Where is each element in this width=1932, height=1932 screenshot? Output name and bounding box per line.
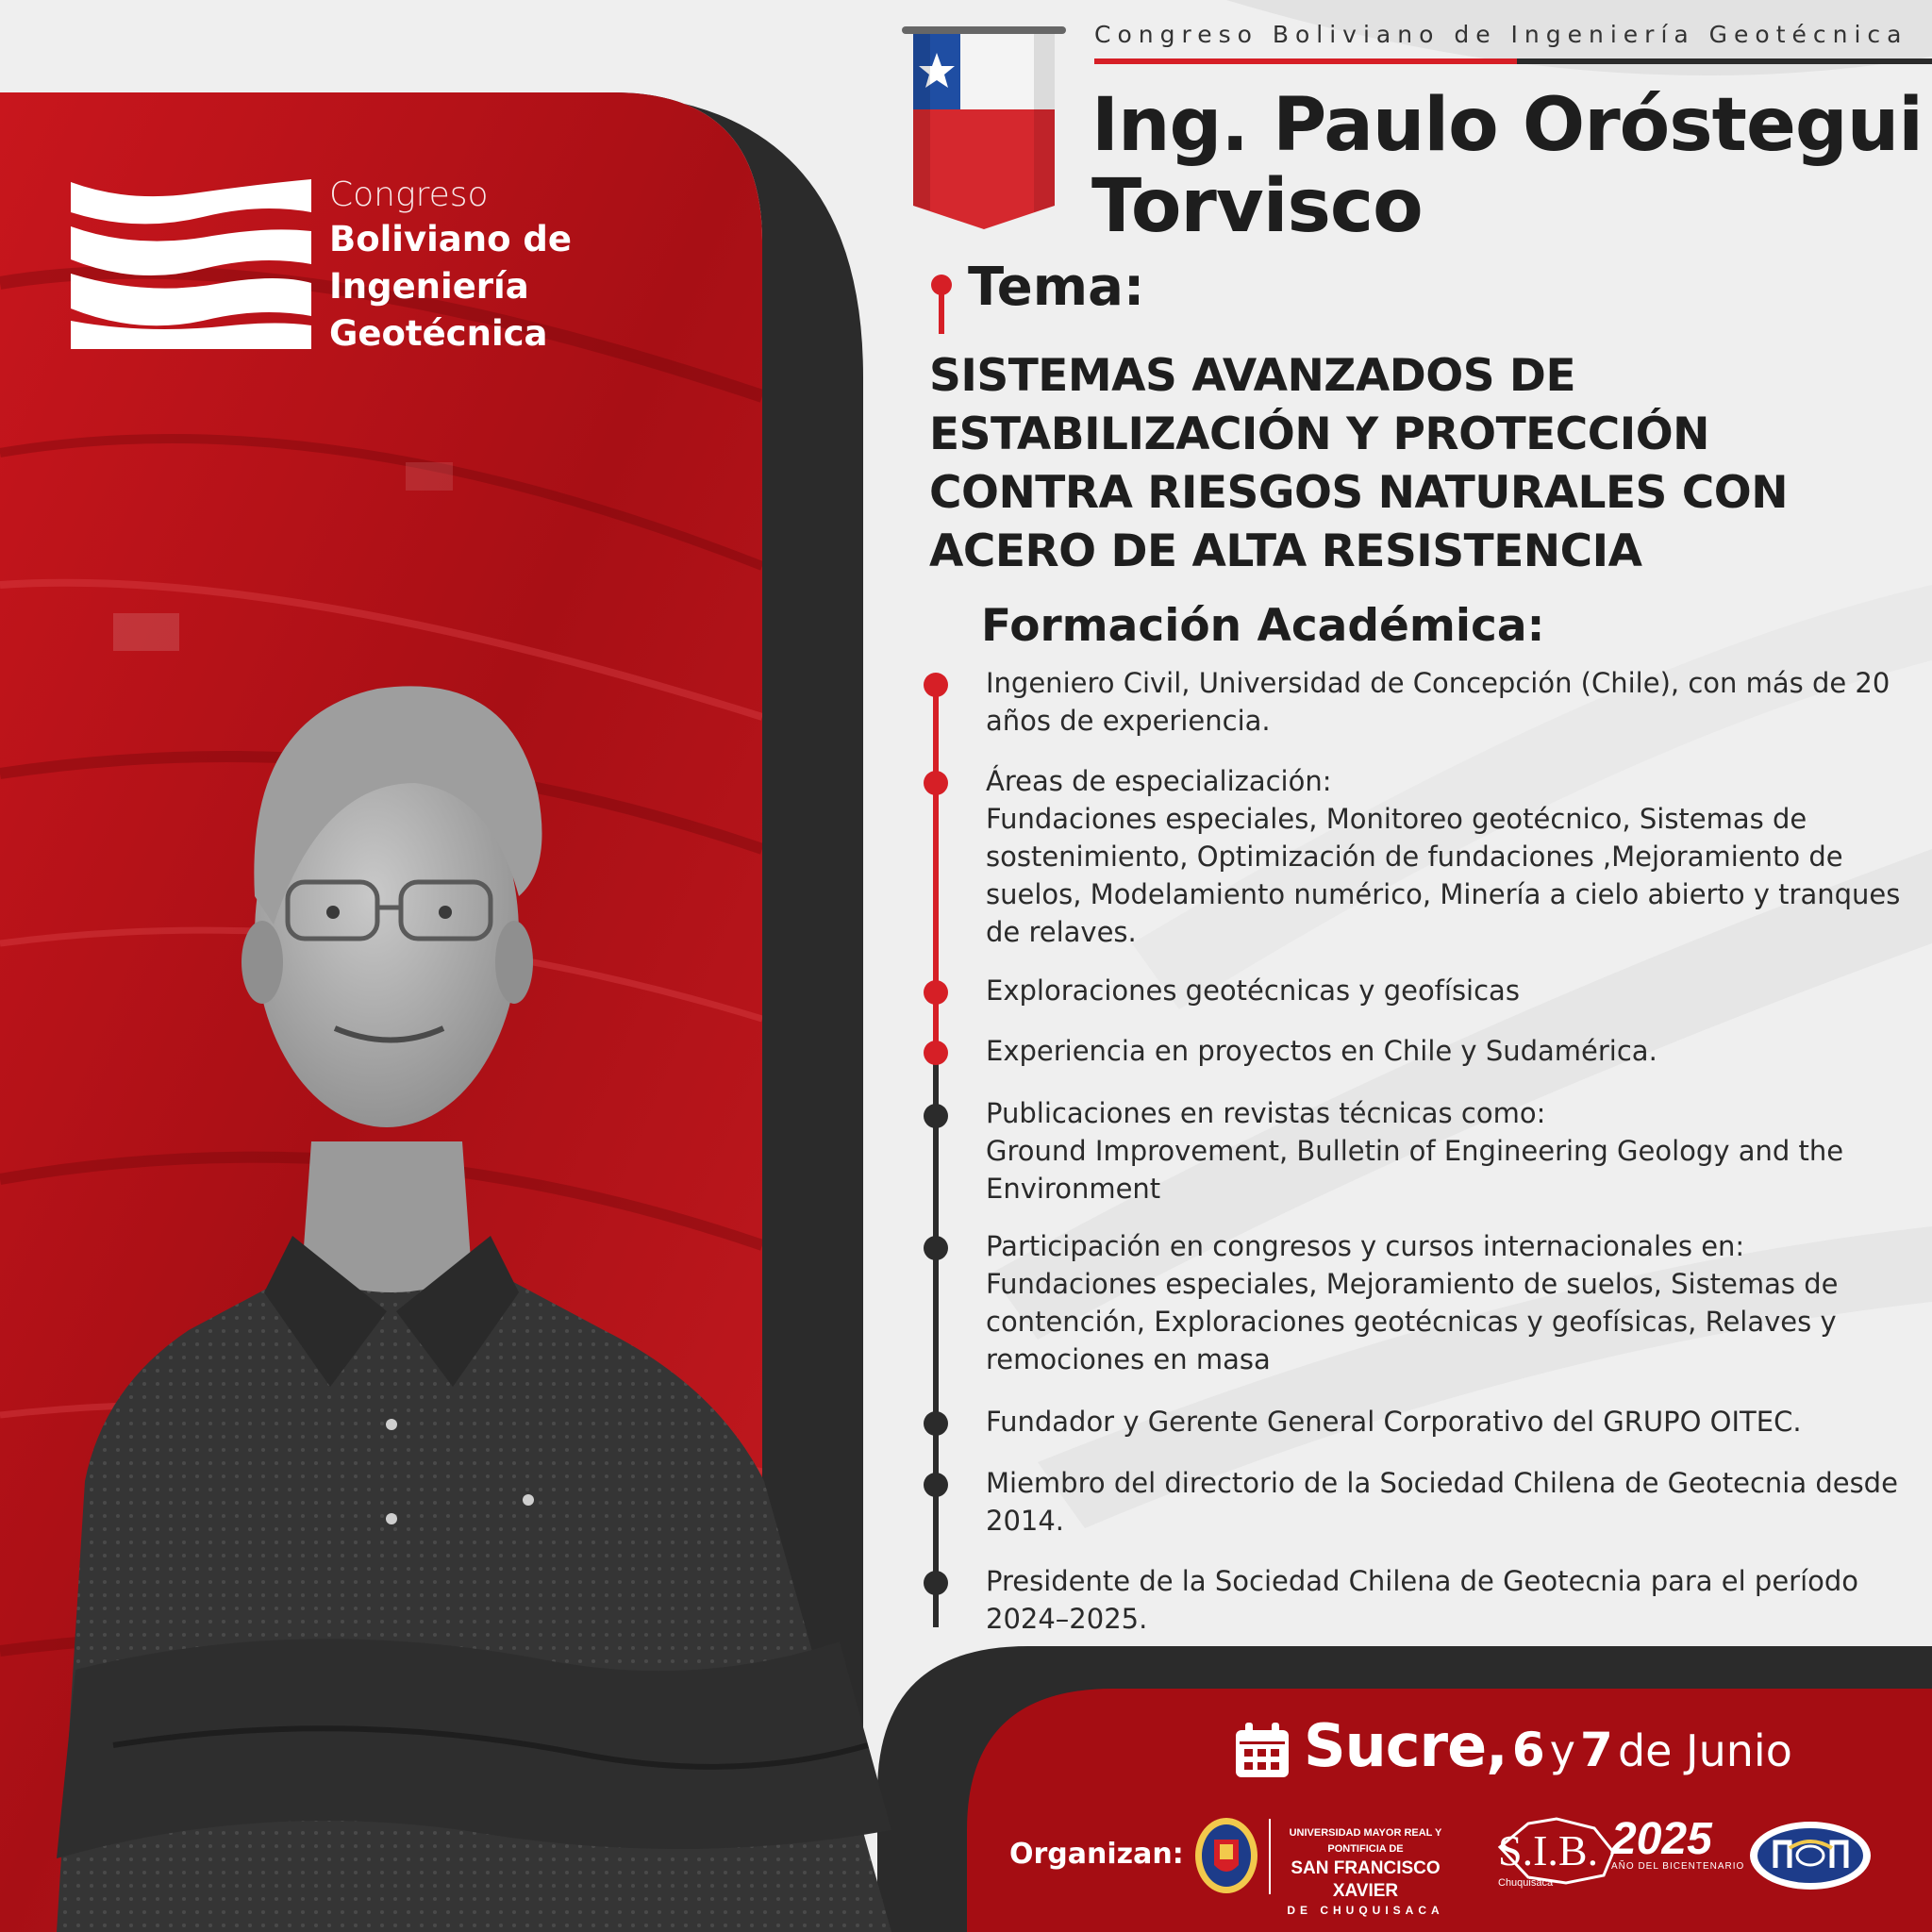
list-item	[986, 1094, 1906, 1208]
congress-logo-mark	[71, 175, 311, 349]
timeline-bullet	[924, 1104, 948, 1128]
logo-line-4: Geotécnica	[329, 313, 548, 354]
list-item-text: Experiencia en proyectos en Chile y Sudamérica.	[986, 1035, 1657, 1067]
list-item-text: Fundaciones especiales, Monitoreo geotécnico, Sistemas de sostenimiento, Optimización de fundaciones ,Mejoramiento de suelos, Modelamiento numérico, Minería a cielo abierto y tranques de relaves.	[986, 803, 1901, 948]
congress-logo-text	[329, 175, 572, 358]
list-item-text: Presidente de la Sociedad Chilena de Geotecnia para el período 2024–2025.	[986, 1565, 1859, 1635]
calendar-icon	[1236, 1723, 1289, 1777]
list-item-text: Fundaciones especiales, Mejoramiento de suelos, Sistemas de contención, Exploraciones geotécnicas y geofísicas, Relaves y remociones en masa	[986, 1268, 1839, 1375]
topic-text: SISTEMAS AVANZADOS DE ESTABILIZACIÓN Y PROTECCIÓN CONTRA RIESGOS NATURALES CON ACERO DE ALTA RESISTENCIA	[929, 350, 1789, 577]
speaker-name-line-2: Torvisco	[1091, 164, 1423, 249]
list-item-text: Ground Improvement, Bulletin of Engineering Geology and the Environment	[986, 1135, 1844, 1205]
university-seal	[1193, 1816, 1259, 1896]
list-item	[986, 1227, 1906, 1378]
list-item-text: Ingeniero Civil, Universidad de Concepción (Chile), con más de 20 años de experiencia.	[986, 667, 1890, 737]
congress-logo	[71, 175, 580, 354]
list-item-heading: Participación en congresos y cursos internacionales en:	[986, 1230, 1745, 1262]
list-item	[986, 1403, 1906, 1441]
event-city: Sucre,	[1304, 1711, 1507, 1780]
list-item-heading: Áreas de especialización:	[986, 765, 1332, 797]
logo-line-2: Boliviano de	[329, 219, 572, 259]
list-item-text: Fundador y Gerente General Corporativo del GRUPO OITEC.	[986, 1406, 1802, 1438]
timeline-bullet	[924, 673, 948, 697]
event-date-text	[1304, 1711, 1792, 1780]
sib-logo-text: S.I.B.	[1498, 1826, 1599, 1874]
top-organization-title: Congreso Boliviano de Ingeniería Geotécnica	[1094, 21, 1908, 48]
list-item-text: Miembro del directorio de la Sociedad Chilena de Geotecnia desde 2014.	[986, 1467, 1898, 1537]
logo-line-1: Congreso	[329, 175, 489, 214]
list-item-heading: Publicaciones en revistas técnicas como:	[986, 1097, 1546, 1129]
list-item	[986, 1562, 1906, 1638]
timeline-bullet	[924, 1236, 948, 1260]
sib-logo-subtitle: Chuquisaca	[1498, 1877, 1554, 1889]
faculty-logo	[1747, 1816, 1874, 1891]
academic-title: Formación Académica:	[981, 600, 1545, 652]
timeline-bullet	[924, 771, 948, 795]
university-line-2: SAN FRANCISCO XAVIER	[1291, 1858, 1441, 1901]
timeline-bullet	[924, 1041, 948, 1065]
event-day-2: 7	[1580, 1723, 1613, 1777]
timeline-line-dark	[933, 1057, 939, 1627]
speaker-photo	[19, 651, 896, 1932]
university-line-1: UNIVERSIDAD MAYOR REAL Y PONTIFICIA DE	[1289, 1827, 1442, 1855]
timeline-bullet	[924, 1571, 948, 1595]
topic-label: Tema:	[968, 257, 1145, 318]
logo-line-3: Ingeniería	[329, 266, 529, 307]
top-rule	[1094, 58, 1932, 64]
organizers-label: Organizan:	[1009, 1838, 1184, 1871]
speaker-name	[1091, 85, 1923, 247]
timeline-bullet	[924, 1411, 948, 1436]
event-day-1: 6	[1511, 1723, 1545, 1777]
chile-flag	[902, 26, 1066, 234]
university-line-3: DE CHUQUISACA	[1287, 1904, 1444, 1917]
university-name	[1278, 1825, 1453, 1919]
list-item	[986, 762, 1906, 951]
timeline-bullet	[924, 980, 948, 1005]
timeline-bullet	[924, 1473, 948, 1497]
list-item	[986, 1464, 1906, 1540]
bicentennial-subtitle: AÑO DEL BICENTENARIO	[1611, 1861, 1745, 1872]
event-month: de Junio	[1617, 1725, 1792, 1776]
location-pin-icon	[929, 274, 954, 334]
list-item-text: Exploraciones geotécnicas y geofísicas	[986, 974, 1520, 1007]
bicentennial-logo	[1611, 1813, 1744, 1872]
list-item	[986, 1032, 1906, 1070]
list-item	[986, 972, 1906, 1009]
university-divider	[1269, 1819, 1271, 1894]
speaker-name-line-1: Ing. Paulo Oróstegui	[1091, 83, 1923, 168]
bicentennial-year: 2025	[1611, 1814, 1712, 1864]
list-item	[986, 664, 1906, 740]
event-conjunction: y	[1549, 1725, 1575, 1776]
